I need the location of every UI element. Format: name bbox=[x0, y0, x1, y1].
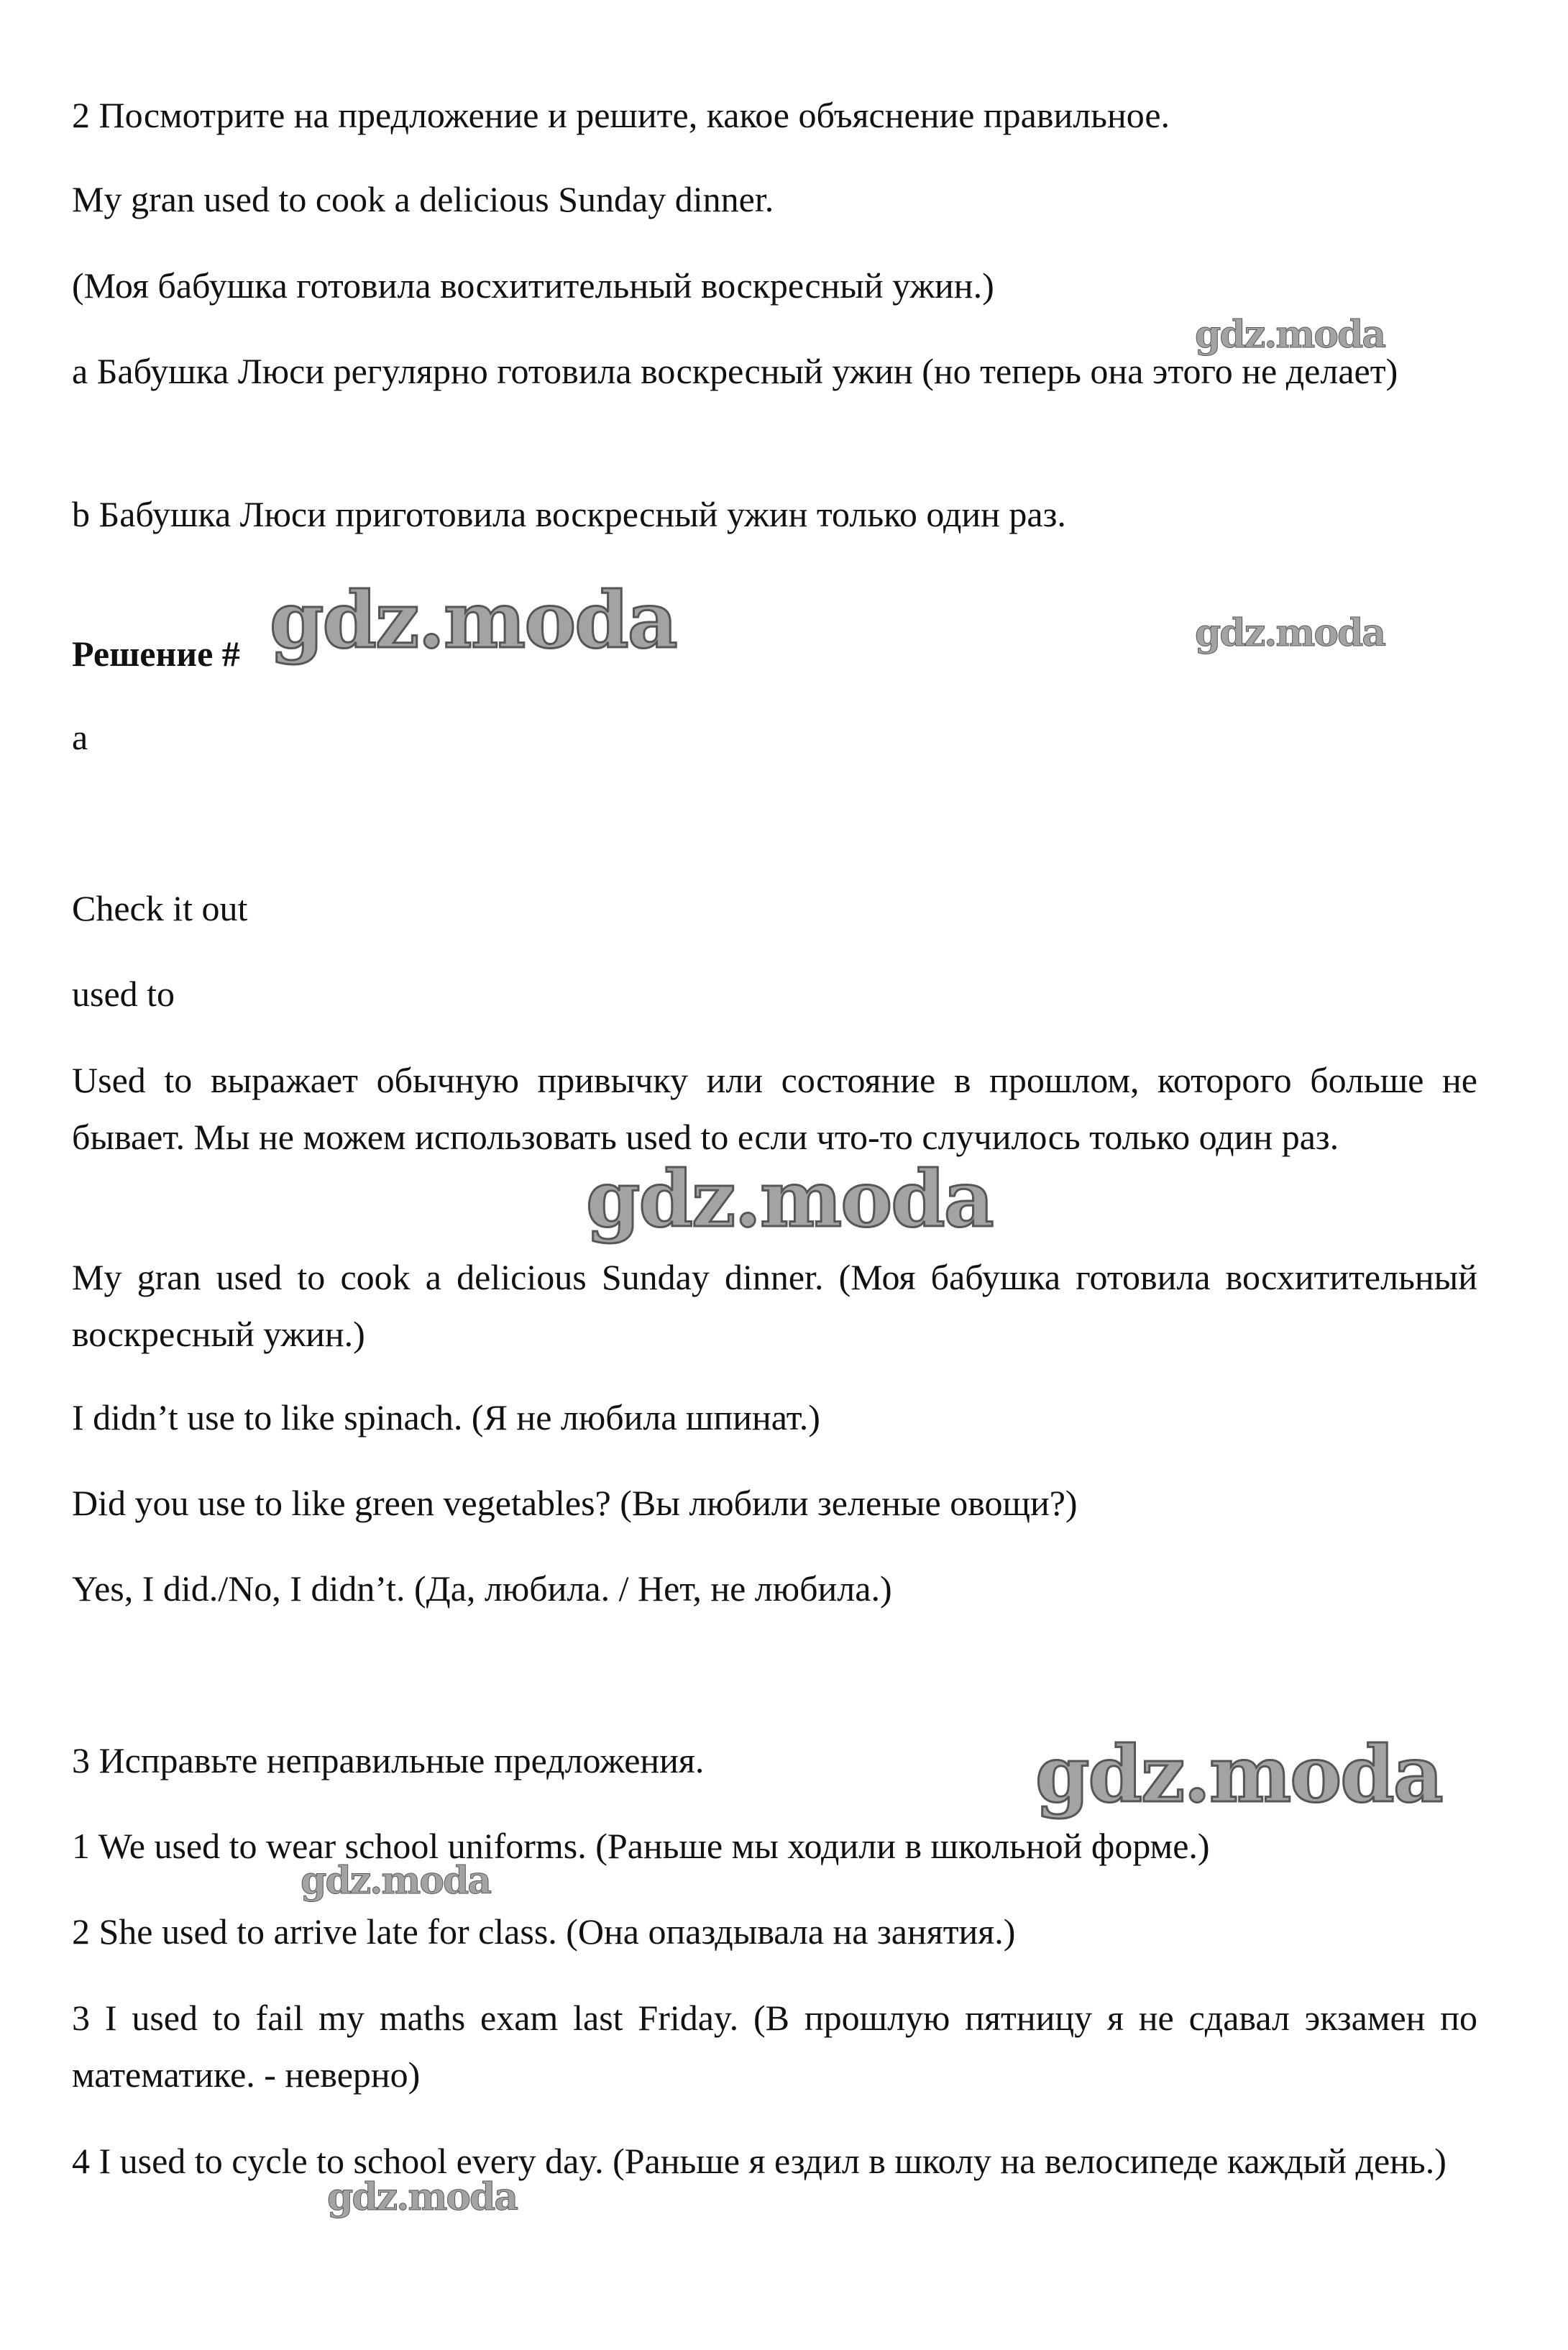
example-3: Did you use to like green vegetables? (Вы любили зеленые овощи?) bbox=[72, 1483, 1078, 1523]
example-2: I didn’t use to like spinach. (Я не любила шпинат.) bbox=[72, 1397, 820, 1437]
solution-answer: a bbox=[72, 717, 88, 757]
task2-translation: (Моя бабушка готовила восхитительный воскресный ужин.) bbox=[72, 265, 994, 306]
task3-item-1: 1 We used to wear school uniforms. (Раньше мы ходили в школьной форме.) bbox=[72, 1826, 1210, 1866]
task3-item-2: 2 She used to arrive late for class. (Она опаздывала на занятия.) bbox=[72, 1911, 1016, 1952]
watermark: gdz.moda bbox=[1195, 313, 1385, 357]
task2-option-a: a Бабушка Люси регулярно готовила воскресный ужин (но теперь она этого не делает) bbox=[72, 351, 1398, 391]
watermark: gdz.moda bbox=[1195, 611, 1385, 655]
task2-sentence: My gran used to cook a delicious Sunday dinner. bbox=[72, 179, 774, 219]
check-title: Check it out bbox=[72, 888, 248, 928]
watermark: gdz.moda bbox=[586, 1154, 993, 1245]
task3-item-3: 3 I used to fail my maths exam last Friday. (В прошлую пятницу я не сдавал экзамен по математике. - неверно) bbox=[72, 1998, 1477, 2095]
example-4: Yes, I did./No, I didn’t. (Да, любила. / Нет, не любила.) bbox=[72, 1568, 892, 1609]
watermark: gdz.moda bbox=[327, 2175, 518, 2219]
task3-item-4: 4 I used to cycle to school every day. (Раньше я ездил в школу на велосипеде каждый день.) bbox=[72, 2141, 1446, 2181]
task3-prompt: 3 Исправьте неправильные предложения. bbox=[72, 1740, 705, 1780]
watermark: gdz.moda bbox=[1035, 1729, 1442, 1820]
check-subtitle: used to bbox=[72, 974, 175, 1014]
watermark: gdz.moda bbox=[301, 1859, 491, 1903]
watermark: gdz.moda bbox=[270, 575, 677, 666]
check-explanation: Used to выражает обычную привычку или состояние в прошлом, которого больше не бывает. Мы не можем использовать used to если что-то случилось только один раз. bbox=[72, 1060, 1477, 1157]
task2-option-b: b Бабушка Люси приготовила воскресный ужин только один раз. bbox=[72, 494, 1066, 534]
task2-prompt: 2 Посмотрите на предложение и решите, какое объяснение правильное. bbox=[72, 95, 1170, 135]
solution-heading: Решение # bbox=[72, 634, 240, 674]
example-1: My gran used to cook a delicious Sunday dinner. (Моя бабушка готовила восхитительный воскресный ужин.) bbox=[72, 1257, 1477, 1354]
